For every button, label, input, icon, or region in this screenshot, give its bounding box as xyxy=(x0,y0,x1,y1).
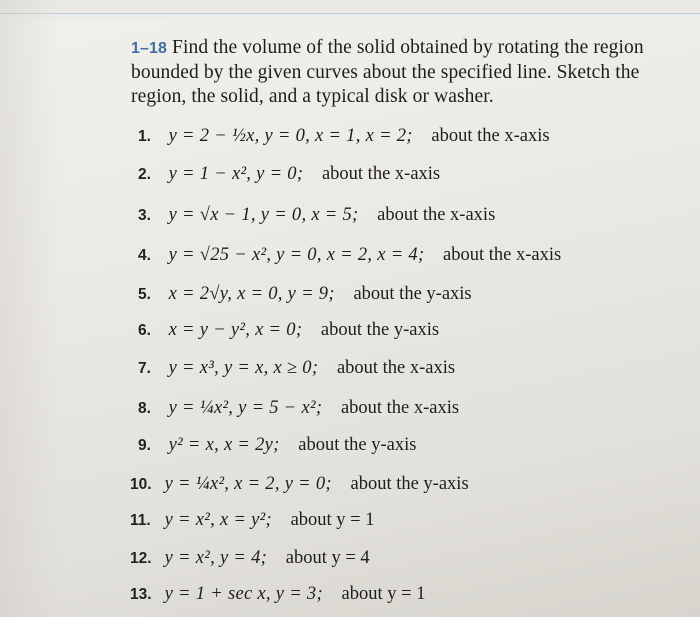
problem-item xyxy=(138,356,455,380)
rotation-axis: about the x-axis xyxy=(340,398,460,418)
problem-item xyxy=(138,124,550,148)
problem-number: 3. xyxy=(138,207,151,224)
problem-equation: y = x³, y = x, x ≥ 0; xyxy=(168,358,319,378)
rotation-axis: about the y-axis xyxy=(353,284,472,304)
problem-equation: y = 1 + sec x, y = 3; xyxy=(164,584,323,604)
instructions-text: Find the volume of the solid obtained by rotating the region bounded by the given curves about the specified line. Sketch the region, the solid, and a typical disk or washer. xyxy=(131,37,644,107)
rotation-axis: about the x-axis xyxy=(336,358,456,378)
problem-number: 5. xyxy=(138,286,151,303)
problem-number: 11. xyxy=(130,512,151,529)
rotation-axis: about the x-axis xyxy=(377,205,496,225)
problem-number: 6. xyxy=(138,322,151,339)
problem-item xyxy=(138,162,440,186)
problem-equation: x = y − y², x = 0; xyxy=(168,320,303,340)
problem-equation: y = ¼x², x = 2, y = 0; xyxy=(164,474,332,494)
rotation-axis: about the x-axis xyxy=(321,164,441,184)
rotation-axis: about the x-axis xyxy=(431,126,550,146)
rotation-axis: about y = 1 xyxy=(290,510,375,530)
problem-item xyxy=(130,508,375,532)
rotation-axis: about the y-axis xyxy=(298,435,417,455)
problem-number: 13. xyxy=(130,586,152,603)
problem-equation: y = x², y = 4; xyxy=(164,548,268,568)
problem-equation: y = ¼x², y = 5 − x²; xyxy=(168,398,323,418)
problem-item xyxy=(138,243,561,267)
problem-item xyxy=(130,546,370,570)
problem-number: 9. xyxy=(138,437,151,454)
problem-number: 4. xyxy=(138,247,151,264)
problem-number: 12. xyxy=(130,550,152,567)
exercise-range: 1–18 xyxy=(131,40,167,57)
problem-equation: x = 2√y, x = 0, y = 9; xyxy=(168,284,335,304)
problem-item xyxy=(138,203,495,227)
problem-number: 10. xyxy=(130,476,152,493)
rotation-axis: about the y-axis xyxy=(320,320,440,340)
problem-equation: y² = x, x = 2y; xyxy=(168,435,280,455)
problem-number: 8. xyxy=(138,400,151,417)
rotation-axis: about the y-axis xyxy=(350,474,469,494)
rotation-axis: about y = 4 xyxy=(285,548,370,568)
problem-item xyxy=(138,318,439,342)
problem-equation: y = √25 − x², y = 0, x = 2, x = 4; xyxy=(168,245,425,265)
problem-item xyxy=(130,582,426,606)
problem-equation: y = √x − 1, y = 0, x = 5; xyxy=(168,205,359,225)
problem-equation: y = 1 − x², y = 0; xyxy=(168,164,304,184)
problem-item xyxy=(138,396,459,420)
problem-equation: y = 2 − ½x, y = 0, x = 1, x = 2; xyxy=(168,126,413,146)
rotation-axis: about y = 1 xyxy=(341,584,426,604)
problem-number: 2. xyxy=(138,166,151,183)
problem-number: 7. xyxy=(138,360,151,377)
problem-item xyxy=(138,433,416,457)
problem-item xyxy=(130,472,469,496)
problem-item xyxy=(138,282,472,306)
problem-equation: y = x², x = y²; xyxy=(164,510,272,530)
rotation-axis: about the x-axis xyxy=(443,245,562,265)
problem-number: 1. xyxy=(138,128,151,145)
